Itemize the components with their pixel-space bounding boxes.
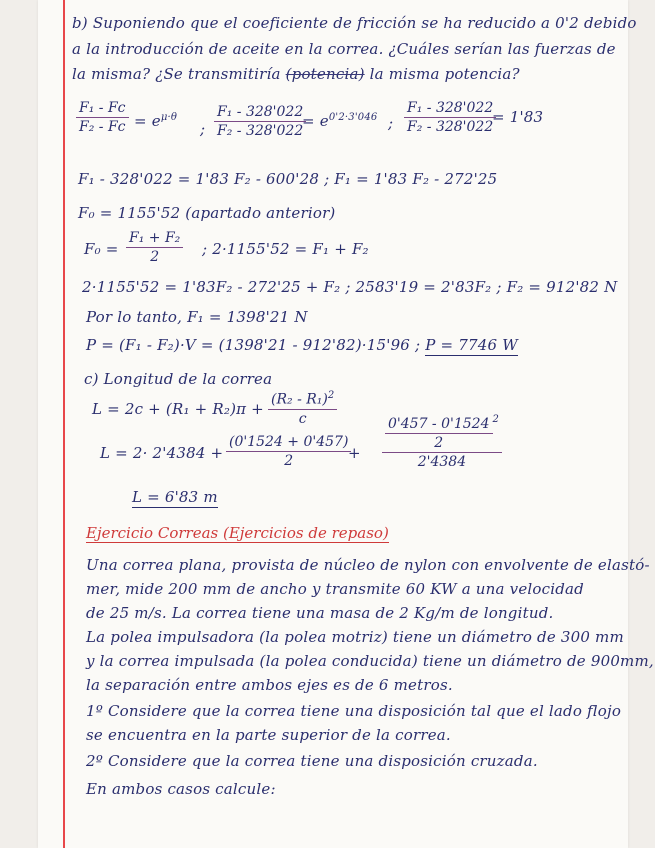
part-b-line-3 [72, 65, 520, 83]
part-b-line-3-post: la misma potencia? [369, 65, 520, 83]
part-b-line-2: a la introducción de aceite en la correa. ¿Cuáles serían las fuerzas de [72, 40, 616, 58]
exercise-line-8: se encuentra en la parte superior de la correa. [86, 726, 451, 744]
length-result [132, 488, 218, 506]
eq1-rhs-1-text: = e [134, 112, 161, 130]
length-calc-inner-den: 2 [434, 434, 444, 451]
fraction-4-den: 2 [150, 249, 160, 265]
exercise-title: Ejercicio Correas (Ejercicios de repaso) [86, 524, 389, 542]
fraction-2 [214, 104, 306, 139]
exercise-line-9: 2º Considere que la correa tiene una disposición cruzada. [86, 752, 538, 770]
length-calc-frac-num: (0'1524 + 0'457) [226, 434, 351, 452]
eq-row-2: F₁ - 328'022 = 1'83 F₂ - 600'28 ; F₁ = 1'83 F₂ - 272'25 [78, 170, 498, 188]
length-calc-big-den: 2'4384 [417, 453, 467, 470]
length-calc-frac-den: 2 [284, 453, 294, 469]
fraction-4 [126, 230, 183, 265]
eq-row-3: F₀ = 1155'52 (apartado anterior) [78, 204, 336, 222]
length-calc-plus: + [348, 444, 361, 462]
exercise-line-7: 1º Considere que la correa tiene una disposición tal que el lado flojo [86, 702, 622, 720]
fraction-1-den: F₂ - Fc [79, 119, 126, 135]
red-margin-line [63, 0, 65, 848]
fraction-2-num: F₁ - 328'022 [214, 104, 306, 122]
length-formula-num [268, 390, 337, 410]
eq1-rhs-2-text: = e [302, 112, 329, 130]
exercise-line-4: La polea impulsadora (la polea motriz) tiene un diámetro de 300 mm [86, 628, 624, 646]
fraction-2-den: F₂ - 328'022 [217, 123, 304, 139]
eq1-rhs-3: = 1'83 [492, 108, 544, 126]
fraction-3-num: F₁ - 328'022 [404, 100, 496, 118]
eq4-lhs: F₀ = [84, 240, 119, 258]
length-result-text: L = 6'83 m [132, 488, 218, 506]
fraction-3-den: F₂ - 328'022 [407, 119, 494, 135]
fraction-3 [404, 100, 496, 135]
eq1-rhs-2 [302, 112, 377, 130]
length-calc-pre: L = 2· 2'4384 + [100, 444, 224, 462]
length-calc-inner-num: 0'457 - 0'1524 [385, 416, 493, 434]
eq1-rhs-1 [134, 112, 177, 130]
part-b-line-1: b) Suponiendo que el coeficiente de fricción se ha reducido a 0'2 debido [72, 14, 637, 32]
part-b-line-3-pre: la misma? ¿Se transmitiría [72, 65, 281, 83]
eq1-sep-2: ; [388, 114, 394, 132]
length-formula-den: c [298, 410, 307, 427]
eq-row-7-pre: P = (F₁ - F₂)·V = (1398'21 - 912'82)·15'96 ; [86, 336, 421, 354]
eq-row-5: 2·1155'52 = 1'83F₂ - 272'25 + F₂ ; 2583'19 = 2'83F₂ ; F₂ = 912'82 N [82, 278, 618, 296]
length-calc-inner-frac [385, 416, 493, 451]
struck-word: (potencia) [285, 65, 365, 83]
exercise-line-2: mer, mide 200 mm de ancho y transmite 60 KW a una velocidad [86, 580, 584, 598]
fraction-4-num: F₁ + F₂ [126, 230, 183, 248]
length-calc-big-sup: 2 [492, 414, 499, 425]
length-formula-pre: L = 2c + (R₁ + R₂)π + [92, 400, 264, 418]
exercise-line-5: y la correa impulsada (la polea conducida) tiene un diámetro de 900mm, [86, 652, 654, 670]
fraction-1 [76, 100, 129, 135]
eq1-sep-1: ; [200, 120, 206, 138]
length-formula-num-sup: 2 [327, 390, 335, 401]
fraction-1-num: F₁ - Fc [76, 100, 129, 118]
length-calc-frac [226, 434, 351, 469]
length-calc-big-num [382, 414, 502, 453]
length-formula-frac [268, 390, 337, 427]
eq-row-7 [86, 336, 518, 354]
eq-row-6: Por lo tanto, F₁ = 1398'21 N [86, 308, 308, 326]
exercise-line-10: En ambos casos calcule: [86, 780, 276, 798]
eq4-rhs: ; 2·1155'52 = F₁ + F₂ [202, 240, 369, 258]
length-formula-num-text: (R₂ - R₁) [271, 391, 328, 408]
exercise-line-1: Una correa plana, provista de núcleo de nylon con envolvente de elastó- [86, 556, 650, 574]
eq1-rhs-2-exp: 0'2·3'046 [328, 112, 378, 123]
length-calc-big-frac [382, 414, 502, 470]
part-c-title: c) Longitud de la correa [84, 370, 273, 388]
eq1-rhs-1-exp: μ·θ [160, 112, 178, 123]
exercise-line-6: la separación entre ambos ejes es de 6 metros. [86, 676, 453, 694]
power-result: P = 7746 W [425, 336, 518, 354]
exercise-line-3: de 25 m/s. La correa tiene una masa de 2 Kg/m de longitud. [86, 604, 554, 622]
